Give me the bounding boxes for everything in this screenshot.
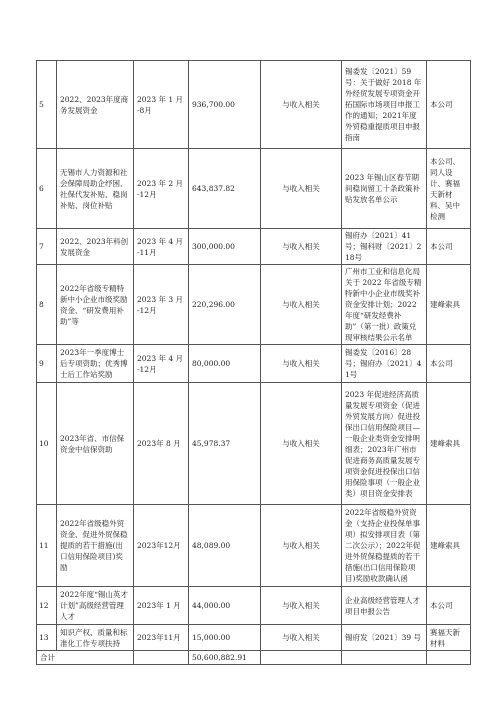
policy-basis: 2023 年锡山区春节期间稳岗留工十条政策补贴发放名单公示 (342, 149, 427, 229)
recipient: 本公司 (427, 587, 471, 625)
row-number: 9 (37, 345, 57, 383)
table-row (37, 149, 471, 229)
recipient: 赛福天新材料 (427, 625, 471, 651)
subsidy-type: 与收入相关 (261, 61, 342, 149)
row-number: 5 (37, 61, 57, 149)
grant-amount: 80,000.00 (189, 345, 261, 383)
grant-date: 2023 年 4 月 -11月 (134, 229, 189, 265)
table-body (37, 61, 471, 665)
government-subsidy-table (36, 60, 471, 665)
recipient: 建峰索具 (427, 265, 471, 345)
grant-amount: 45,978.37 (189, 383, 261, 505)
subsidy-type: 与收入相关 (261, 265, 342, 345)
policy-basis: 锡府办〔2021〕41号；锡科财〔2021〕218号 (342, 229, 427, 265)
grant-amount: 15,000.00 (189, 625, 261, 651)
policy-basis: 2023 年促进经济高质量发展专项资金（促进外贸发展方向）促进投保出口信用保险项目—一般企业类资金安排明细表；2023年广州市促进商务高质量发展专项资金促进投保出口信用保险事项（一般企业类）项目资金安排表 (342, 383, 427, 505)
policy-basis: 2022年省级稳外贸资金（支持企业投保单事项）拟安排项目表（第二次公示）；2022年促进外贸保稳提质的若干措施(出口信用保险项目)奖励收款确认函 (342, 505, 427, 587)
project-name: 2022年度“锡山英才计划”高级经营管理人才 (57, 587, 134, 625)
total-row (37, 651, 471, 665)
table-row (37, 229, 471, 265)
project-name: 2023年省、市信保资金中信保资助 (57, 383, 134, 505)
grant-date: 2023年 8 月 (134, 383, 189, 505)
row-number: 6 (37, 149, 57, 229)
grant-amount: 48,089.00 (189, 505, 261, 587)
total-empty-cell (427, 651, 471, 665)
project-name: 2023年一季度博士后专项资助；优秀博士后工作站奖励 (57, 345, 134, 383)
recipient: 本公司、同人设计、赛福天新材料、吴中检测 (427, 149, 471, 229)
table-row (37, 383, 471, 505)
subsidy-type: 与收入相关 (261, 229, 342, 265)
subsidy-type: 与收入相关 (261, 345, 342, 383)
grant-date: 2023年11月 (134, 625, 189, 651)
row-number: 11 (37, 505, 57, 587)
recipient: 建峰索具 (427, 383, 471, 505)
row-number: 13 (37, 625, 57, 651)
row-number: 8 (37, 265, 57, 345)
project-name: 2022、2023年度商务发展资金 (57, 61, 134, 149)
subsidy-table-page (36, 60, 470, 665)
table-row (37, 345, 471, 383)
grant-amount: 936,700.00 (189, 61, 261, 149)
table-row (37, 61, 471, 149)
project-name: 2022年省级专精特新中小企业市级奖励资金、“研发费用补助”等 (57, 265, 134, 345)
table-row (37, 505, 471, 587)
grant-amount: 643,837.82 (189, 149, 261, 229)
grant-date: 2023 年 1 月 -8月 (134, 61, 189, 149)
recipient: 本公司 (427, 229, 471, 265)
subsidy-type: 与收入相关 (261, 587, 342, 625)
subsidy-type: 与收入相关 (261, 505, 342, 587)
policy-basis: 锡委发〔2016〕28号；锡府办〔2021〕41号 (342, 345, 427, 383)
total-empty-cell (134, 651, 189, 665)
row-number: 7 (37, 229, 57, 265)
grant-date: 2023 年 4 月 -12月 (134, 345, 189, 383)
project-name: 2022、2023年科创发展资金 (57, 229, 134, 265)
total-label: 合计 (37, 651, 134, 665)
recipient: 建峰索具 (427, 505, 471, 587)
table-row (37, 625, 471, 651)
grant-amount: 220,296.00 (189, 265, 261, 345)
policy-basis: 锡委发〔2021〕59号：关于做好 2018 年外经贸发展专项资金开拓国际市场项目申报工作的通知；2021年度外贸稳重提质项目申报指南 (342, 61, 427, 149)
total-empty-cell (261, 651, 342, 665)
recipient: 本公司 (427, 345, 471, 383)
row-number: 12 (37, 587, 57, 625)
table-row (37, 265, 471, 345)
project-name: 无锡市人力资源和社会保障局助企纾困、社保代发补贴、稳岗补贴、岗位补贴 (57, 149, 134, 229)
policy-basis: 锡府发〔2021〕39 号 (342, 625, 427, 651)
grant-amount: 300,000.00 (189, 229, 261, 265)
grant-amount: 44,000.00 (189, 587, 261, 625)
grant-date: 2023年 1 月 (134, 587, 189, 625)
policy-basis: 企业高级经营管理人才项目申报公告 (342, 587, 427, 625)
grant-date: 2023 年 3 月 -12月 (134, 265, 189, 345)
project-name: 2022年省级稳外贸资金、促进外贸保稳提质的若干措施(出口信用保险项目)奖励 (57, 505, 134, 587)
subsidy-type: 与收入相关 (261, 383, 342, 505)
recipient: 本公司 (427, 61, 471, 149)
project-name: 知识产权、质量和标准化工作专项扶持 (57, 625, 134, 651)
total-empty-cell (342, 651, 427, 665)
total-amount: 50,600,882.91 (189, 651, 261, 665)
subsidy-type: 与收入相关 (261, 149, 342, 229)
grant-date: 2023年12月 (134, 505, 189, 587)
policy-basis: 广州市工业和信息化局关于 2022 年省级专精特新中小企业市级奖补资金安排计划；2022年度“研发经费补助”（第一批）政策兑现审核结果公示名单 (342, 265, 427, 345)
row-number: 10 (37, 383, 57, 505)
table-row (37, 587, 471, 625)
grant-date: 2023 年 2 月 -12月 (134, 149, 189, 229)
subsidy-type: 与收入相关 (261, 625, 342, 651)
